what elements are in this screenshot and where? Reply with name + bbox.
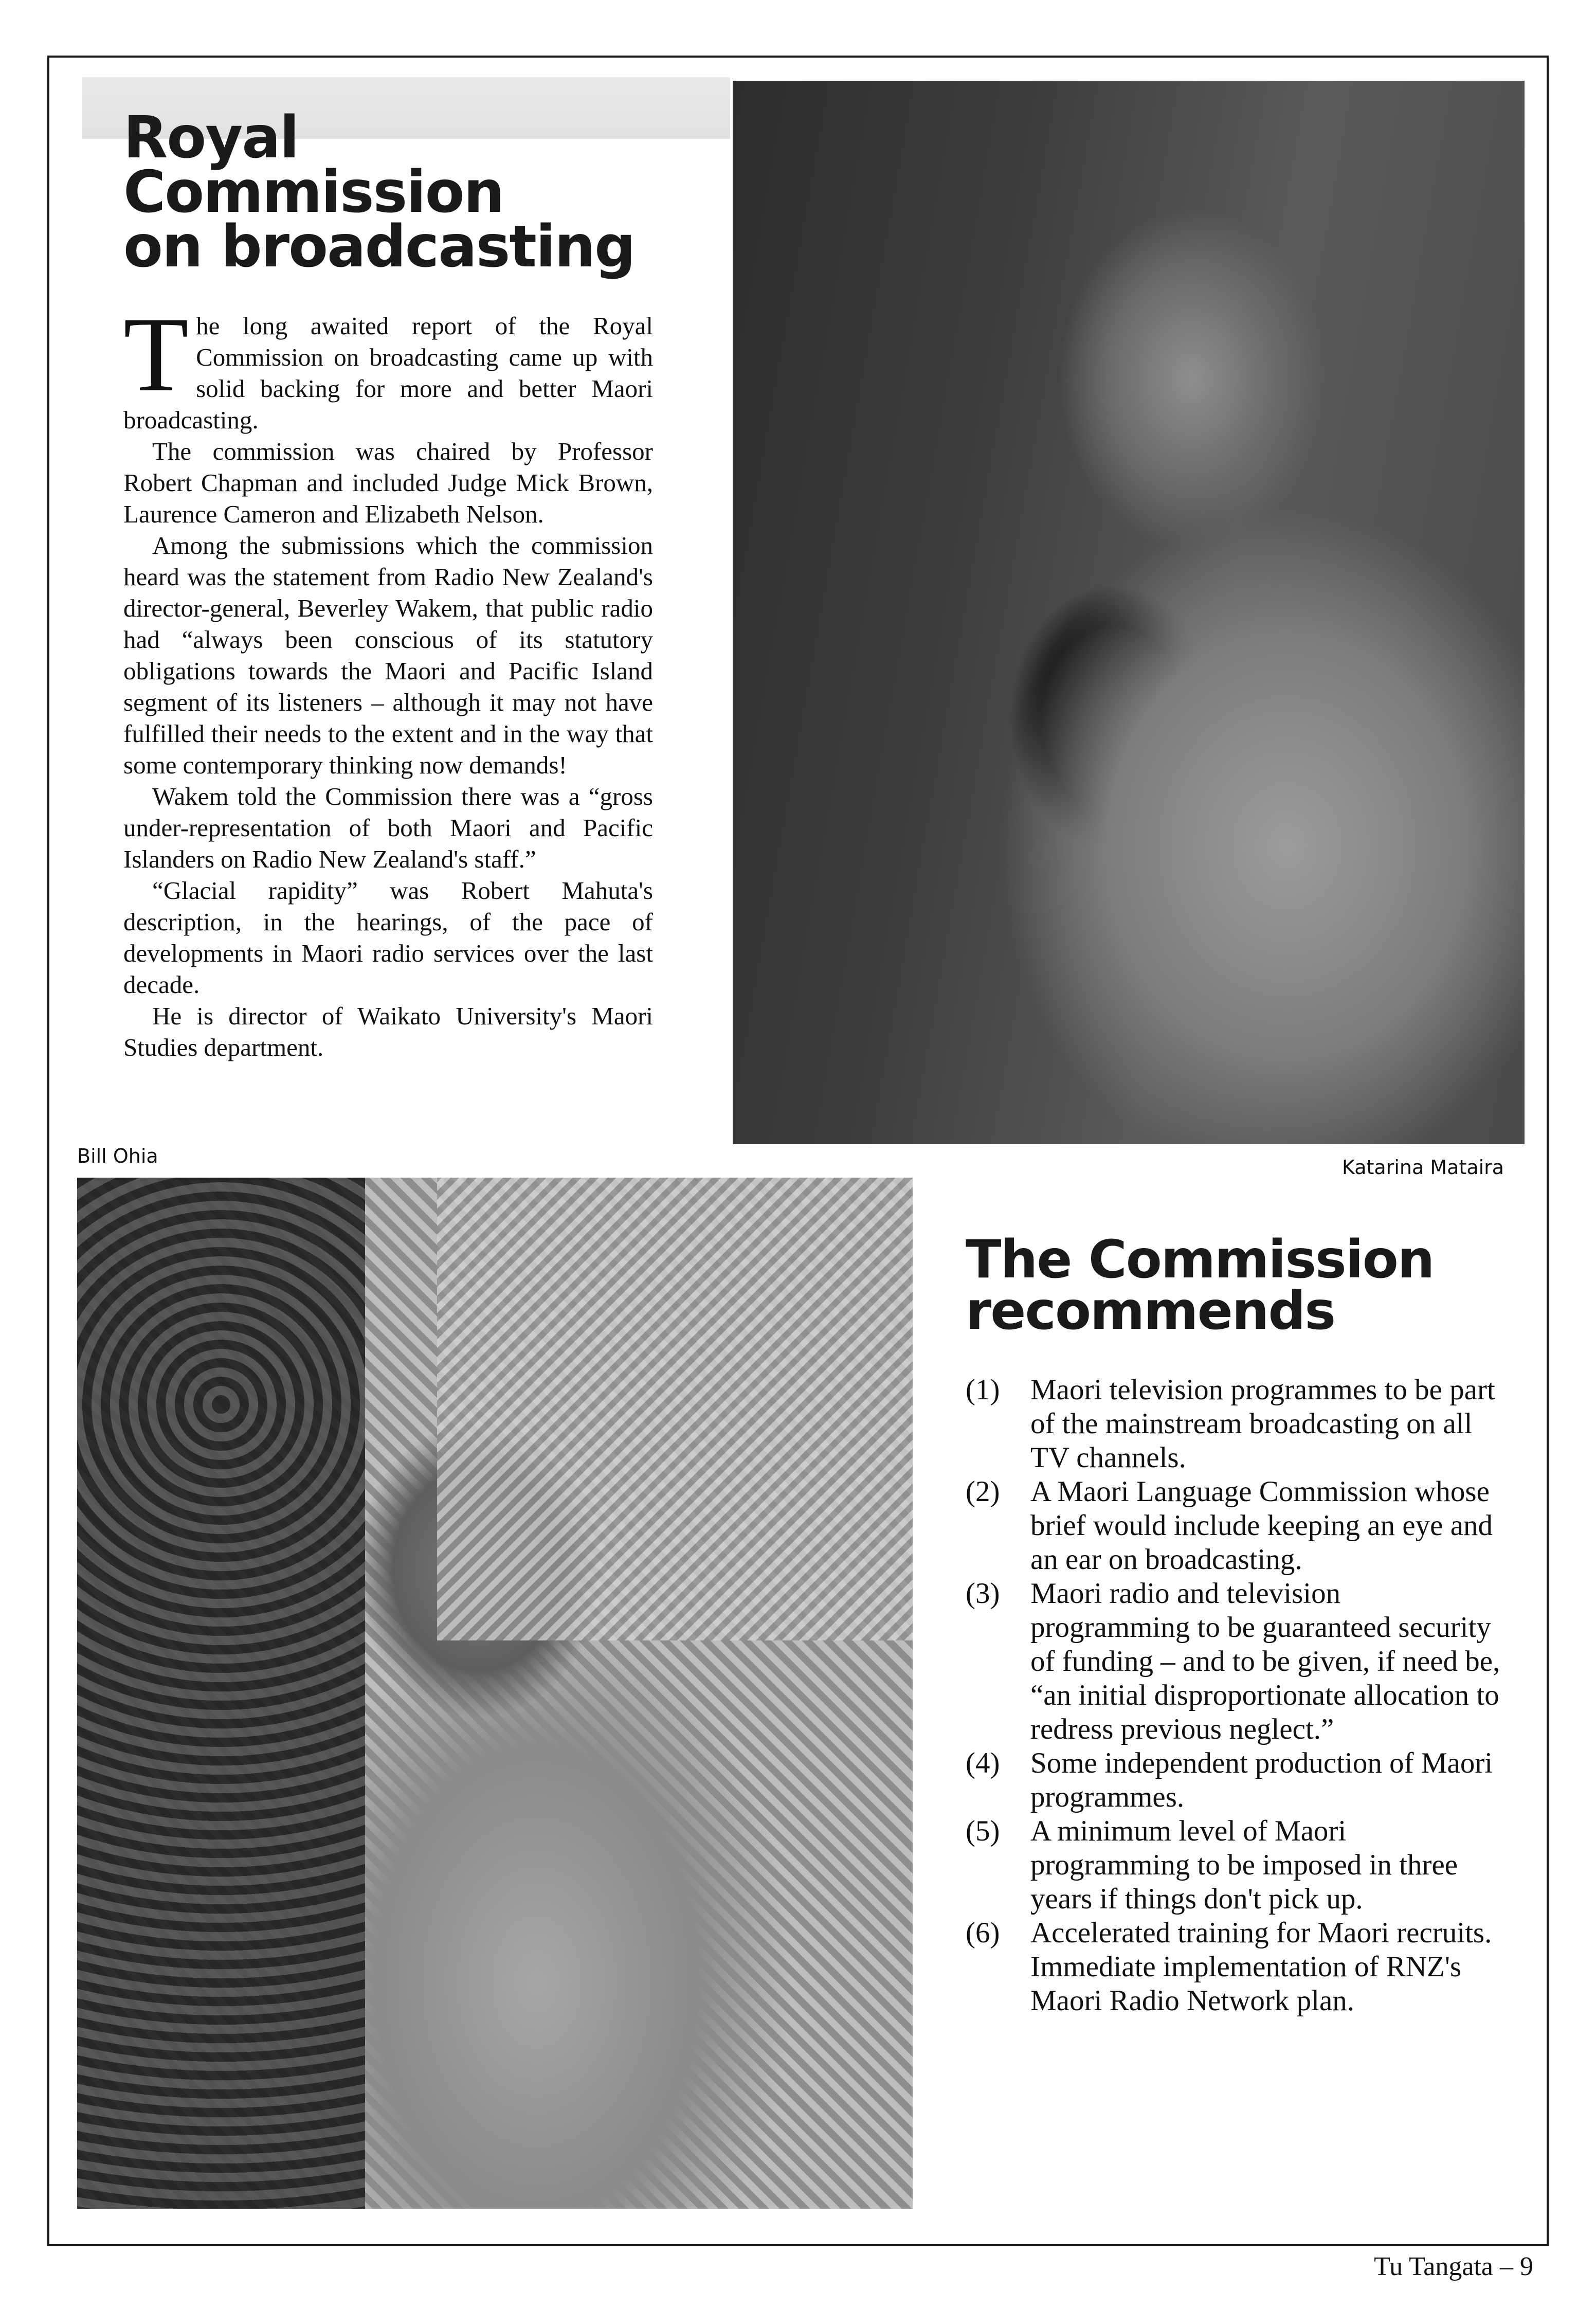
paragraph-6: He is director of Waikato University's Maori Studies department. [123,1002,653,1061]
photo-caption-katarina: Katarina Mataira [1342,1156,1504,1179]
list-item: (3) Maori radio and television programming to be guaranteed security of funding – and to be given, if need be, “an initial disproportionate allocation to redress previous neglect.” [966,1577,1500,1745]
recommendations-heading: The Commission recommends [966,1229,1434,1342]
list-item: (4) Some independent production of Maori programmes. [966,1747,1493,1813]
list-item: (5) A minimum level of Maori programming to be imposed in three years if things don't pick up. [966,1815,1458,1915]
page-footer: Tu Tangata – 9 [1374,2252,1533,2281]
article-body [123,295,653,1063]
paragraph-5: “Glacial rapidity” was Robert Mahuta's description, in the hearings, of the pace of developments in Maori radio services over the last decade. [123,876,653,999]
list-item: (2) A Maori Language Commission whose brief would include keeping an eye and an ear on broadcasting. [966,1475,1493,1576]
paragraph-4: Wakem told the Commission there was a “gross under-representation of both Maori and Pacific Islanders on Radio New Zealand's staff.” [123,782,653,873]
photo-bill-ohia [77,1178,913,2209]
list-item: (1) Maori television programmes to be part of the mainstream broadcasting on all TV channels. [966,1374,1495,1474]
carving-texture [77,1178,365,2209]
paragraph-1: The long awaited report of the Royal Commission on broadcasting came up with solid backing for more and better Maori broadcasting. [123,295,653,434]
photo-caption-bill: Bill Ohia [77,1145,158,1167]
paragraph-3: Among the submissions which the commission heard was the statement from Radio New Zealand's director-general, Beverley Wakem, that public radio had “always been conscious of its statutory obligations towards the Maori and Pacific Island segment of its listeners – although it may not have fulfilled their needs to the extent and in the way that some contemporary thinking now demands! [123,531,653,779]
recommendations-list [966,1373,1500,2018]
tukutuku-panel [437,1178,913,1640]
list-item: (6) Accelerated training for Maori recruits. Immediate implementation of RNZ's Maori Radio Network plan. [966,1917,1492,2017]
drop-cap: T [123,295,189,413]
recommendations-section [966,1229,1500,2018]
article-column [123,104,653,1063]
photo-katarina-mataira [733,81,1525,1144]
headline-line2: on broadcasting [123,213,635,280]
headline-line1: Royal Commission [123,104,504,226]
article-headline [123,104,653,280]
paragraph-2: The commission was chaired by Professor Robert Chapman and included Judge Mick Brown, Laurence Cameron and Elizabeth Nelson. [123,437,653,528]
